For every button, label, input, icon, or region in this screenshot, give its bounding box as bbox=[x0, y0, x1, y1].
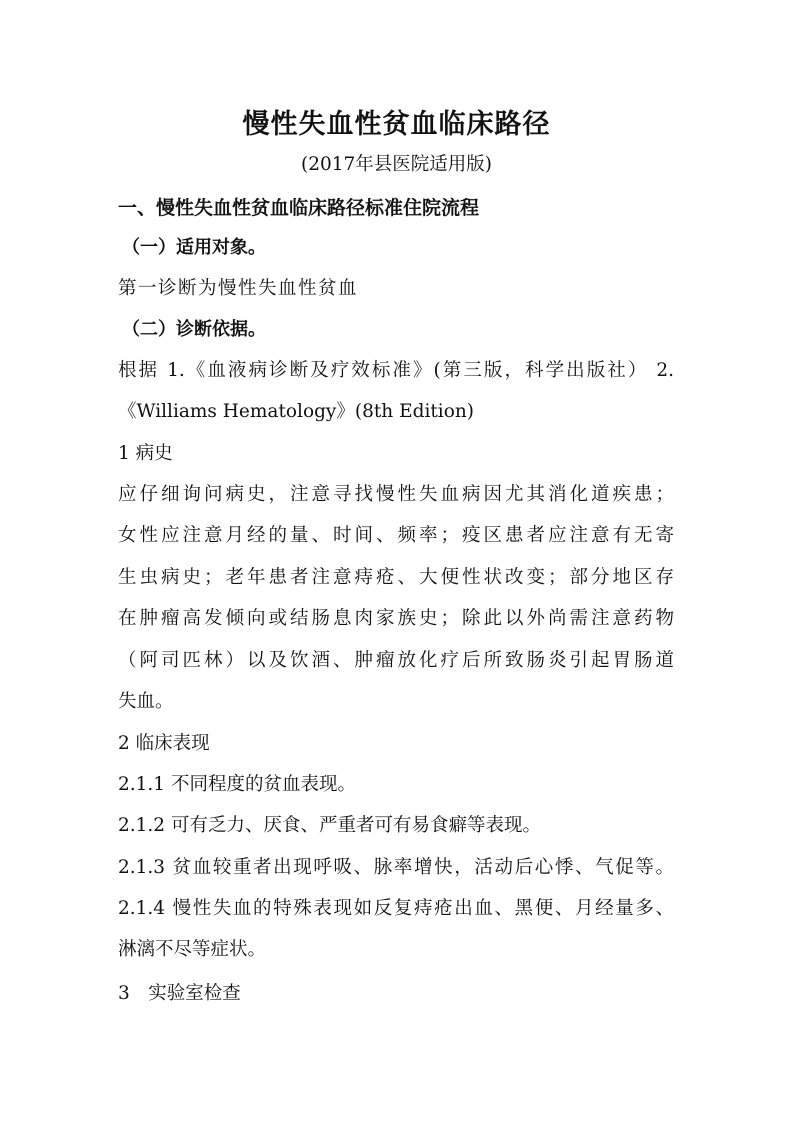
document-title: 慢性失血性贫血临床路径 bbox=[242, 109, 551, 140]
paragraph-line: 2.1.1 不同程度的贫血表现。 bbox=[118, 774, 356, 795]
paragraph-line: 女性应注意月经的量、时间、频率；疫区患者应注意有无寄 bbox=[118, 525, 674, 546]
paragraph-line: 淋漓不尽等症状。 bbox=[118, 939, 267, 960]
document-subtitle: (2017年县医院适用版) bbox=[300, 154, 493, 175]
paragraph-line: 2.1.2 可有乏力、厌食、严重者可有易食癖等表现。 bbox=[118, 815, 541, 836]
subsection-heading: （一）适用对象。 bbox=[122, 237, 266, 258]
heading-clinical: 2 临床表现 bbox=[118, 733, 210, 754]
paragraph-line: 生虫病史；老年患者注意痔疮、大便性状改变；部分地区存 bbox=[118, 567, 674, 588]
paragraph-line: 在肿瘤高发倾向或结肠息肉家族史；除此以外尚需注意药物 bbox=[118, 608, 674, 629]
heading-lab: 3 实验室检查 bbox=[118, 983, 241, 1004]
paragraph-line: （阿司匹林）以及饮酒、肿瘤放化疗后所致肠炎引起胃肠道 bbox=[118, 650, 674, 671]
paragraph: 第一诊断为慢性失血性贫血 bbox=[118, 278, 359, 299]
section-heading: 一、慢性失血性贫血临床路径标准住院流程 bbox=[118, 197, 480, 219]
heading-history: 1 病史 bbox=[118, 443, 173, 464]
paragraph-line: 2.1.4 慢性失血的特殊表现如反复痔疮出血、黑便、月经量多、 bbox=[118, 898, 674, 919]
paragraph-line: 应仔细询问病史，注意寻找慢性失血病因尤其消化道疾患； bbox=[118, 484, 674, 505]
subsection-heading: （二）诊断依据。 bbox=[122, 319, 266, 340]
paragraph-line: 《Williams Hematology》(8th Edition) bbox=[118, 401, 474, 422]
paragraph-line: 根据 1.《血液病诊断及疗效标准》(第三版，科学出版社） 2. bbox=[118, 360, 674, 381]
paragraph-line: 2.1.3 贫血较重者出现呼吸、脉率增快，活动后心悸、气促等。 bbox=[118, 857, 674, 878]
paragraph-line: 失血。 bbox=[118, 691, 174, 712]
